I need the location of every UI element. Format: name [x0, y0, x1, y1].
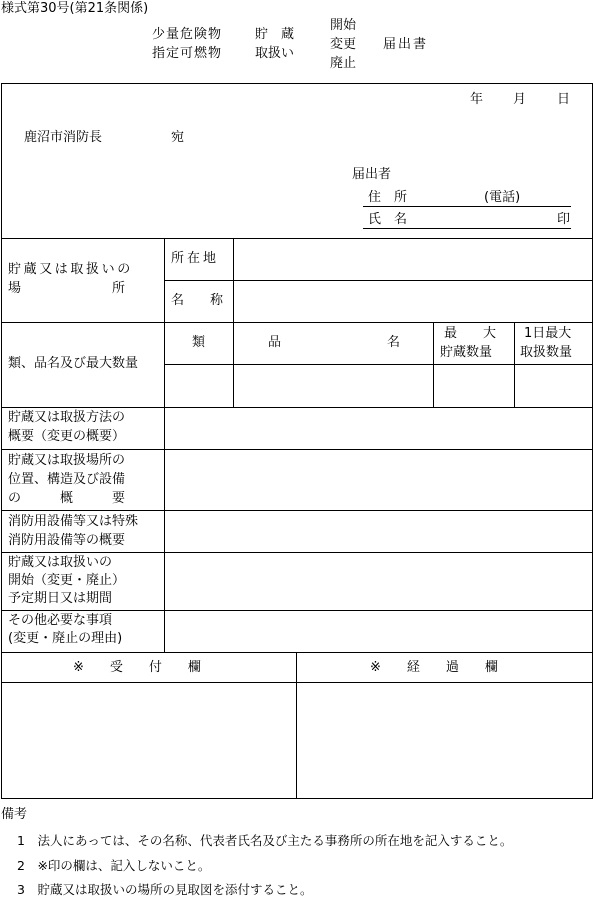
- schedule-label-3: 予定期日又は期間: [8, 591, 113, 606]
- addressee: 鹿沼市消防長: [24, 130, 103, 145]
- phone-label: (電話): [484, 190, 521, 205]
- title-subject-1: 少量危険物: [152, 27, 223, 42]
- notes-item-3: 3 貯蔵又は取扱いの場所の見取図を添付すること。: [17, 882, 313, 897]
- form-number: 様式第30号(第21条関係): [1, 1, 149, 16]
- title-status-3: 廃止: [330, 56, 357, 71]
- title-status-1: 開始: [330, 18, 357, 33]
- date-year: 年: [470, 92, 484, 107]
- location-label-2: 場 所: [8, 281, 126, 296]
- method-label-1: 貯蔵又は取扱方法の: [8, 410, 126, 425]
- firefighting-label-2: 消防用設備等の概要: [8, 533, 126, 548]
- title-action-2: 取扱い: [255, 46, 295, 61]
- items-header-product-1: 品: [268, 335, 282, 350]
- location-sub-name: 名 称: [171, 293, 224, 308]
- facility-label-1: 貯蔵又は取扱場所の: [8, 453, 126, 468]
- address-field-line: [363, 206, 571, 207]
- schedule-label-2: 開始（変更・廃止）: [8, 573, 126, 588]
- facility-label-3: の 概 要: [8, 491, 126, 506]
- schedule-label-1: 貯蔵又は取扱いの: [8, 555, 113, 570]
- reception-label: ※ 受 付 欄: [73, 660, 201, 675]
- other-label-1: その他必要な事項: [8, 613, 113, 628]
- applicant-label: 届出者: [352, 167, 392, 182]
- location-label-1: 貯蔵又は取扱いの: [8, 262, 133, 277]
- notes-heading: 備考: [1, 807, 28, 822]
- items-header-daily-2: 取扱数量: [520, 345, 573, 360]
- title-status-2: 変更: [330, 37, 357, 52]
- items-label: 類、品名及び最大数量: [8, 356, 139, 371]
- title-action-1: 貯 蔵: [255, 27, 295, 42]
- address-label: 住 所: [368, 190, 408, 205]
- notes-item-1: 1 法人にあっては、その名称、代表者氏名及び主たる事務所の所在地を記入すること。: [17, 833, 513, 848]
- notes-item-2: 2 ※印の欄は、記入しないこと。: [17, 858, 211, 873]
- items-header-product-2: 名: [387, 335, 401, 350]
- firefighting-label-1: 消防用設備等又は特殊: [8, 514, 139, 529]
- other-label-2: (変更・廃止の理由): [8, 631, 123, 646]
- items-header-type: 類: [192, 335, 206, 350]
- title-suffix: 届出書: [383, 37, 429, 52]
- items-header-daily-1: 1日最大: [524, 326, 572, 341]
- seal-label: 印: [557, 212, 571, 227]
- location-sub-address: 所在地: [171, 251, 220, 266]
- method-label-2: 概要（変更の概要）: [8, 429, 126, 444]
- name-label: 氏 名: [368, 212, 408, 227]
- name-field-line: [363, 228, 571, 229]
- title-subject-2: 指定可燃物: [152, 46, 223, 61]
- date-day: 日: [557, 92, 571, 107]
- items-header-max-2: 貯蔵数量: [440, 345, 493, 360]
- progress-label: ※ 経 過 欄: [370, 660, 498, 675]
- date-month: 月: [513, 92, 527, 107]
- honorific: 宛: [171, 130, 185, 145]
- items-header-max-1: 最 大: [444, 326, 497, 341]
- facility-label-2: 位置、構造及び設備: [8, 472, 126, 487]
